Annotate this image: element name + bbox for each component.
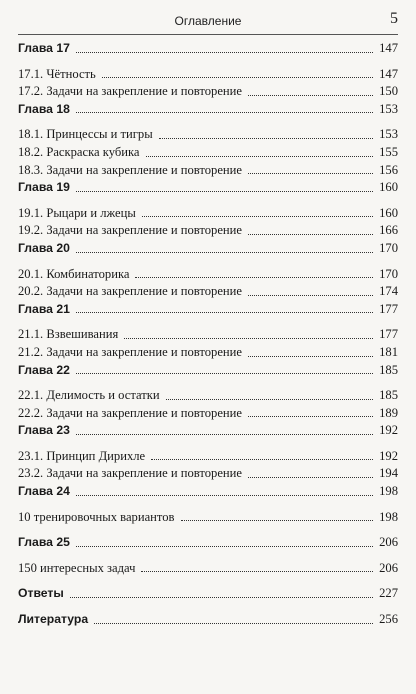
toc-entry-label: 21.2. Задачи на закрепление и повторение: [18, 344, 242, 359]
toc-entry-label: 18.1. Принцессы и тигры: [18, 127, 153, 142]
toc-page-number: 177: [379, 301, 398, 316]
dot-leader: [76, 252, 373, 253]
toc-page-number: 147: [379, 66, 398, 81]
toc-entry-label: Глава 18: [18, 101, 70, 116]
toc-entry-label: 23.1. Принцип Дирихле: [18, 448, 146, 463]
toc-section-row: [18, 162, 398, 180]
toc-page-number: 185: [379, 388, 398, 403]
toc-entry-label: 18.2. Раскраска кубика: [18, 144, 140, 159]
toc-entry-label: 18.3. Задачи на закрепление и повторение: [18, 162, 242, 177]
toc-entry-label: 17.2. Задачи на закрепление и повторение: [18, 84, 242, 99]
running-header: [18, 12, 398, 35]
toc-section-row: [18, 126, 398, 144]
toc-entry-label: 19.1. Рыцари и лжецы: [18, 205, 136, 220]
toc-page-number: 174: [379, 284, 398, 299]
toc-page-number: 181: [379, 344, 398, 359]
toc-page-number: 177: [379, 327, 398, 342]
dot-leader: [142, 216, 373, 217]
toc-chapter-row: [18, 179, 398, 197]
toc-entry-label: 22.1. Делимость и остатки: [18, 388, 160, 403]
toc-section-row: [18, 405, 398, 423]
toc-section-row: [18, 387, 398, 405]
toc-chapter-row: [18, 301, 398, 319]
dot-leader: [76, 546, 373, 547]
toc-chapter-row: [18, 362, 398, 380]
dot-leader: [70, 597, 373, 598]
toc-entry-label: Ответы: [18, 586, 64, 601]
toc-entry-label: 20.1. Комбинаторика: [18, 266, 130, 281]
toc-section-row: [18, 283, 398, 301]
toc-page-number: 153: [379, 101, 398, 116]
dot-leader: [248, 477, 373, 478]
toc-page-number: 166: [379, 223, 398, 238]
toc-entry-label: 10 тренировочных вариантов: [18, 509, 175, 524]
toc-section-row: [18, 344, 398, 362]
toc-page-number: 227: [379, 586, 398, 601]
toc-section-row: [18, 222, 398, 240]
toc-chapter-row: [18, 101, 398, 119]
dot-leader: [76, 191, 373, 192]
toc-page-number: 206: [379, 560, 398, 575]
toc-entry-label: Глава 21: [18, 301, 70, 316]
dot-leader: [248, 234, 373, 235]
toc-section-row: [18, 66, 398, 84]
dot-leader: [248, 416, 373, 417]
toc-section-row: [18, 509, 398, 527]
toc-chapter-row: [18, 422, 398, 440]
toc-page-number: 170: [379, 240, 398, 255]
toc-entry-label: 17.1. Чётность: [18, 66, 96, 81]
toc-entry-label: Литература: [18, 612, 89, 627]
toc-section-row: [18, 83, 398, 101]
table-of-contents: [18, 40, 398, 629]
toc-page-number: 147: [379, 41, 398, 55]
toc-entry-label: Глава 25: [18, 535, 70, 550]
toc-page-number: 192: [379, 423, 398, 438]
dot-leader: [76, 52, 373, 53]
dot-leader: [76, 434, 373, 435]
toc-chapter-row: [18, 534, 398, 552]
toc-chapter-row: [18, 585, 398, 603]
toc-page-number: 256: [379, 612, 398, 627]
dot-leader: [146, 156, 374, 157]
header-title: Оглавление: [174, 14, 242, 28]
dot-leader: [248, 295, 373, 296]
toc-section-row: [18, 465, 398, 483]
toc-page-number: 194: [379, 466, 398, 481]
dot-leader: [141, 571, 373, 572]
toc-page-number: 150: [379, 84, 398, 99]
toc-section-row: [18, 205, 398, 223]
toc-entry-label: Глава 19: [18, 180, 70, 195]
toc-page-number: 170: [379, 266, 398, 281]
dot-leader: [135, 277, 373, 278]
toc-entry-label: 20.2. Задачи на закрепление и повторение: [18, 284, 242, 299]
header-page-number: 5: [390, 10, 398, 27]
toc-section-row: [18, 560, 398, 578]
dot-leader: [166, 399, 373, 400]
toc-page-number: 189: [379, 405, 398, 420]
dot-leader: [248, 173, 373, 174]
toc-entry-label: Глава 24: [18, 484, 70, 499]
toc-section-row: [18, 266, 398, 284]
toc-page-number: 155: [379, 144, 398, 159]
toc-page-number: 198: [379, 509, 398, 524]
dot-leader: [76, 373, 373, 374]
toc-entry-label: 21.1. Взвешивания: [18, 327, 119, 342]
toc-page-number: 198: [379, 484, 398, 499]
toc-page-number: 206: [379, 535, 398, 550]
toc-section-row: [18, 448, 398, 466]
dot-leader: [181, 520, 374, 521]
dot-leader: [76, 495, 373, 496]
dot-leader: [151, 459, 373, 460]
toc-chapter-row: [18, 483, 398, 501]
dot-leader: [248, 356, 373, 357]
toc-entry-label: 23.2. Задачи на закрепление и повторение: [18, 466, 242, 481]
toc-entry-label: Глава 17: [18, 41, 70, 55]
toc-section-row: [18, 144, 398, 162]
toc-section-row: [18, 326, 398, 344]
toc-page-number: 153: [379, 127, 398, 142]
toc-page-number: 160: [379, 205, 398, 220]
toc-page-number: 160: [379, 180, 398, 195]
toc-entry-label: 150 интересных задач: [18, 560, 136, 575]
dot-leader: [76, 312, 373, 313]
toc-page-number: 185: [379, 362, 398, 377]
toc-entry-label: Глава 20: [18, 240, 70, 255]
toc-entry-label: 19.2. Задачи на закрепление и повторение: [18, 223, 242, 238]
toc-chapter-row: [18, 40, 398, 58]
toc-page-number: 192: [379, 448, 398, 463]
dot-leader: [102, 77, 373, 78]
dot-leader: [124, 338, 373, 339]
dot-leader: [248, 95, 373, 96]
dot-leader: [94, 623, 373, 624]
toc-entry-label: Глава 22: [18, 362, 70, 377]
dot-leader: [159, 138, 373, 139]
toc-chapter-row: [18, 240, 398, 258]
toc-page-number: 156: [379, 162, 398, 177]
toc-entry-label: Глава 23: [18, 423, 70, 438]
toc-chapter-row: [18, 611, 398, 629]
toc-entry-label: 22.2. Задачи на закрепление и повторение: [18, 405, 242, 420]
dot-leader: [76, 112, 373, 113]
